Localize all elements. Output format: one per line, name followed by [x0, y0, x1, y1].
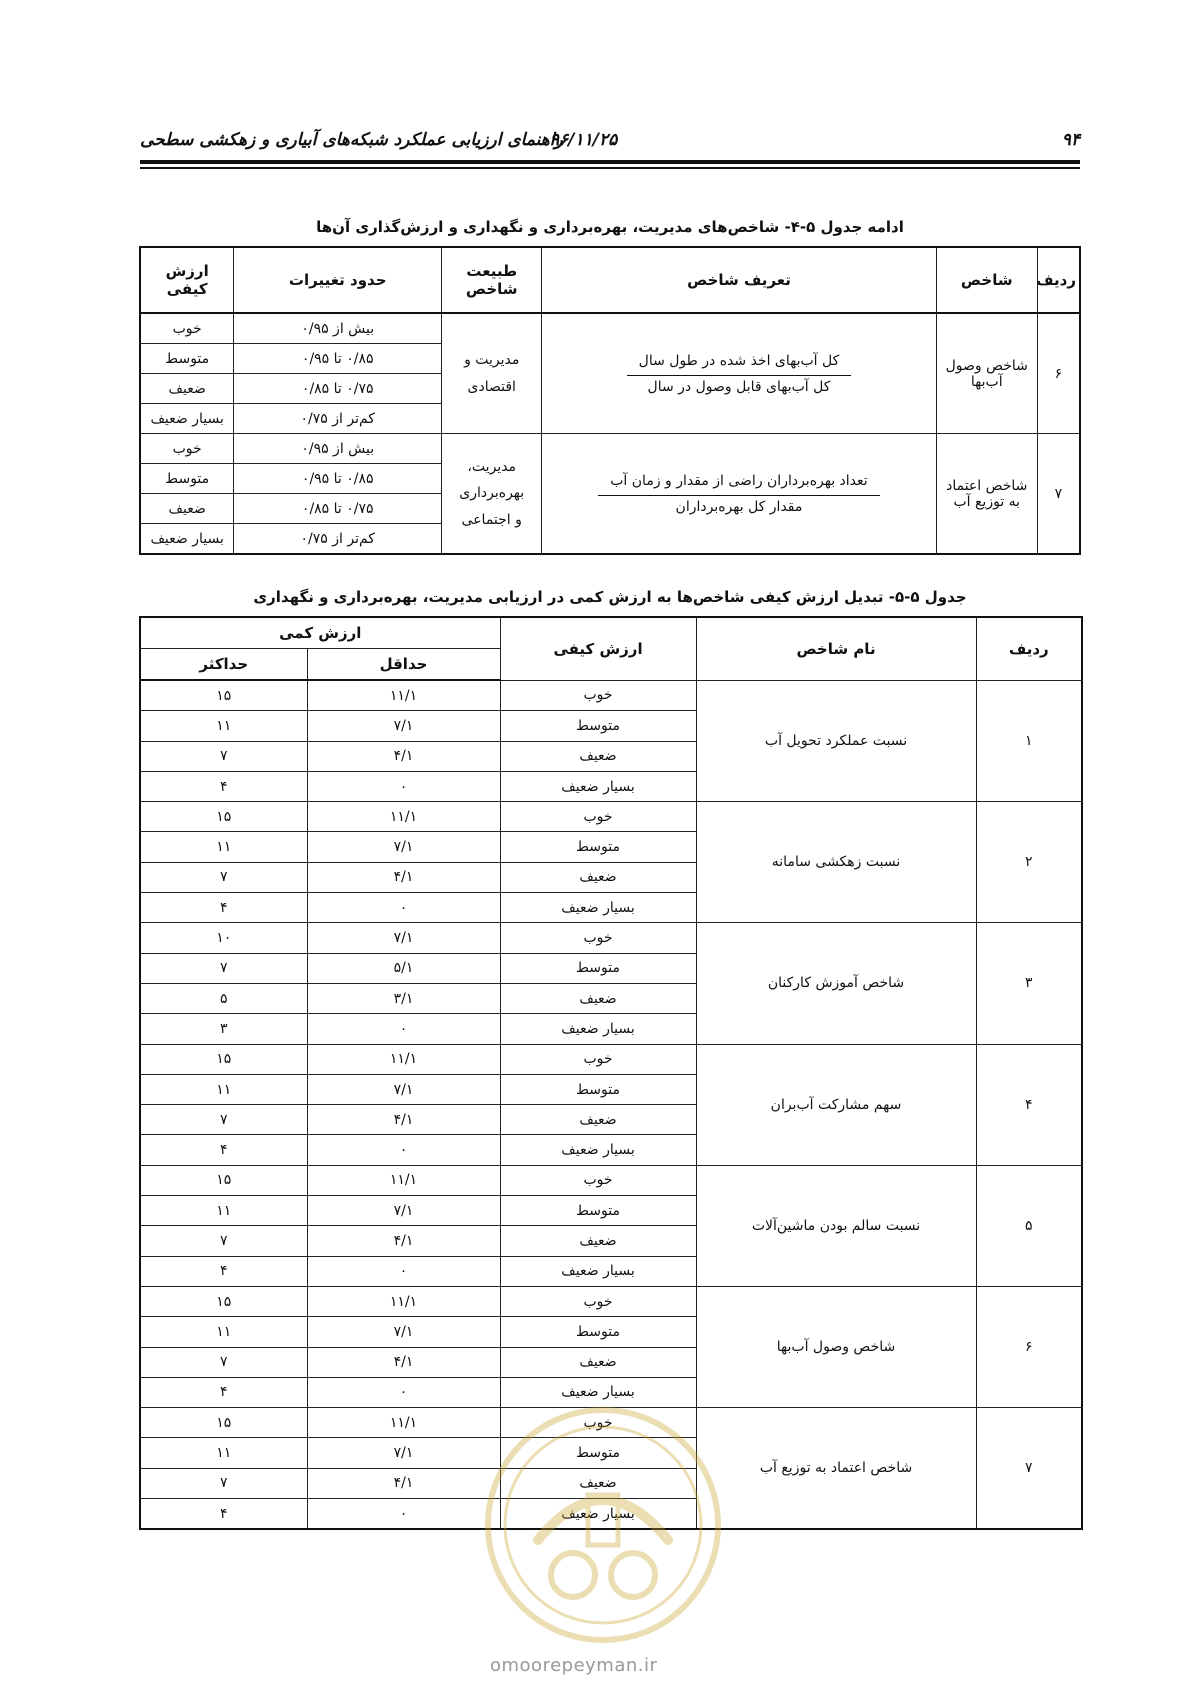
table2-min: ۴/۱	[307, 1468, 500, 1498]
table1-range: کم‌تر از ۰/۷۵	[234, 404, 442, 434]
table2-max: ۷	[140, 862, 307, 892]
table2-max: ۴	[140, 1377, 307, 1407]
fraction-denominator: مقدار کل بهره‌برداران	[675, 498, 803, 515]
table2-quality: ضعیف	[500, 1468, 696, 1498]
table2-indicator-name: شاخص وصول آب‌بها	[696, 1286, 976, 1407]
header-rule-thin	[140, 167, 1080, 169]
table2-max: ۷	[140, 953, 307, 983]
table2-header-row	[140, 617, 1082, 649]
table2-quality: بسیار ضعیف	[500, 1135, 696, 1165]
table2-min: ۴/۱	[307, 1347, 500, 1377]
fraction	[627, 353, 852, 395]
table2-quality: خوب	[500, 923, 696, 953]
watermark-site: omoorepeyman.ir	[490, 1655, 658, 1676]
fraction-numerator: تعداد بهره‌برداران راضی از مقدار و زمان آب	[598, 473, 879, 496]
table2-max: ۱۵	[140, 680, 307, 711]
table1-row	[140, 434, 1080, 464]
table2-quality: ضعیف	[500, 1226, 696, 1256]
table2-row-number: ۲	[976, 802, 1082, 923]
table1-quality: بسیار ضعیف	[140, 404, 234, 434]
header-title: راهنمای ارزیابی عملکرد شبکه‌های آبیاری و زهکشی سطحی	[140, 130, 563, 150]
table2-max: ۷	[140, 1468, 307, 1498]
header-date: ۹۶/۱۱/۲۵	[550, 130, 618, 150]
table2-header-min: حداقل	[307, 649, 500, 681]
table2-header-quantity: ارزش کمی	[140, 617, 500, 649]
table2-min: ۰	[307, 1499, 500, 1530]
table2-max: ۱۱	[140, 1074, 307, 1104]
table2-row	[140, 802, 1082, 832]
table2-max: ۴	[140, 1256, 307, 1286]
table1	[139, 246, 1081, 555]
table1-row-number: ۷	[1037, 434, 1080, 555]
table2-max: ۱۵	[140, 1165, 307, 1195]
table2-min: ۷/۱	[307, 1317, 500, 1347]
table1-quality: بسیار ضعیف	[140, 524, 234, 555]
table2-quality: خوب	[500, 1408, 696, 1438]
table2-quality: متوسط	[500, 1074, 696, 1104]
table2-max: ۴	[140, 1135, 307, 1165]
table2-row-number: ۷	[976, 1408, 1082, 1530]
table1-header-quality: ارزش کیفی	[140, 247, 234, 313]
table2-min: ۷/۱	[307, 711, 500, 741]
table2-indicator-name: نسبت عملکرد تحویل آب	[696, 680, 976, 802]
table2-min: ۷/۱	[307, 1074, 500, 1104]
table2-max: ۳	[140, 1014, 307, 1044]
table1-header-nature: طبیعت شاخص	[442, 247, 542, 313]
table2-min: ۳/۱	[307, 983, 500, 1013]
table2-max: ۷	[140, 1105, 307, 1135]
table1-nature: مدیریت، بهره‌برداری و اجتماعی	[442, 434, 542, 555]
table1-header-row	[140, 247, 1080, 313]
table2-header-max: حداکثر	[140, 649, 307, 681]
table2-quality: خوب	[500, 1165, 696, 1195]
table2-min: ۰	[307, 771, 500, 801]
table2-max: ۱۱	[140, 832, 307, 862]
table2-quality: بسیار ضعیف	[500, 1256, 696, 1286]
table2-row	[140, 680, 1082, 711]
table2-quality: ضعیف	[500, 1347, 696, 1377]
table2-indicator-name: نسبت زهکشی سامانه	[696, 802, 976, 923]
table2-indicator-name: شاخص آموزش کارکنان	[696, 923, 976, 1044]
watermark-seal-icon	[478, 1400, 728, 1650]
table2-max: ۴	[140, 893, 307, 923]
table2-max: ۷	[140, 741, 307, 771]
table1-range: ۰/۸۵ تا ۰/۹۵	[234, 464, 442, 494]
table2-row-number: ۵	[976, 1165, 1082, 1286]
table2-row	[140, 1044, 1082, 1074]
fraction	[598, 473, 879, 515]
header-rule-thick	[140, 160, 1080, 164]
table1-header-range: حدود تغییرات	[234, 247, 442, 313]
table1-nature: مدیریت و اقتصادی	[442, 313, 542, 434]
table1-range: ۰/۸۵ تا ۰/۹۵	[234, 344, 442, 374]
table2-min: ۷/۱	[307, 923, 500, 953]
table2-max: ۴	[140, 771, 307, 801]
fraction-denominator: کل آب‌بهای قابل وصول در سال	[647, 378, 831, 395]
table2-min: ۱۱/۱	[307, 1286, 500, 1316]
table1-quality: متوسط	[140, 464, 234, 494]
table2-max: ۱۱	[140, 1317, 307, 1347]
table2-quality: خوب	[500, 802, 696, 832]
table2-quality: متوسط	[500, 1196, 696, 1226]
table2-indicator-name: شاخص اعتماد به توزیع آب	[696, 1408, 976, 1530]
table2-max: ۱۵	[140, 1286, 307, 1316]
table1-definition	[542, 434, 936, 555]
table2-min: ۷/۱	[307, 832, 500, 862]
table2-header-name: نام شاخص	[696, 617, 976, 680]
table2-indicator-name: نسبت سالم بودن ماشین‌آلات	[696, 1165, 976, 1286]
page-header	[140, 128, 1080, 164]
table2-min: ۱۱/۱	[307, 680, 500, 711]
table2-header-row-no: ردیف	[976, 617, 1082, 680]
table2-min: ۱۱/۱	[307, 1044, 500, 1074]
table1-quality: ضعیف	[140, 374, 234, 404]
table1-quality: خوب	[140, 313, 234, 344]
table2-quality: خوب	[500, 1044, 696, 1074]
table2-min: ۰	[307, 1135, 500, 1165]
table1-quality: ضعیف	[140, 494, 234, 524]
table1-row	[140, 313, 1080, 344]
table2-row-number: ۱	[976, 680, 1082, 802]
table2-min: ۰	[307, 1377, 500, 1407]
table2-row-number: ۶	[976, 1286, 1082, 1407]
table2-quality: بسیار ضعیف	[500, 771, 696, 801]
table2-max: ۱۰	[140, 923, 307, 953]
table2-quality: بسیار ضعیف	[500, 1377, 696, 1407]
table1-header-row-no: ردیف	[1037, 247, 1080, 313]
fraction-numerator: کل آب‌بهای اخذ شده در طول سال	[627, 353, 852, 376]
table2-quality: ضعیف	[500, 983, 696, 1013]
page-number: ۹۴	[1061, 130, 1080, 150]
table1-quality: متوسط	[140, 344, 234, 374]
table2-min: ۱۱/۱	[307, 802, 500, 832]
table1-header-definition: تعریف شاخص	[542, 247, 936, 313]
table2-max: ۱۵	[140, 1044, 307, 1074]
table2-quality: بسیار ضعیف	[500, 1014, 696, 1044]
table1-range: کم‌تر از ۰/۷۵	[234, 524, 442, 555]
table2-quality: متوسط	[500, 711, 696, 741]
table2-quality: خوب	[500, 1286, 696, 1316]
table2-min: ۰	[307, 1014, 500, 1044]
table2-min: ۷/۱	[307, 1196, 500, 1226]
table2-row-number: ۴	[976, 1044, 1082, 1165]
table2-caption: جدول ۵-۵- تبدیل ارزش کیفی شاخص‌ها به ارزش کمی در ارزیابی مدیریت، بهره‌برداری و نگهداری	[253, 588, 967, 606]
table1-caption: ادامه جدول ۵-۴- شاخص‌های مدیریت، بهره‌برداری و نگهداری و ارزش‌گذاری آن‌ها	[316, 218, 904, 236]
table2-quality: متوسط	[500, 953, 696, 983]
table2-quality: خوب	[500, 680, 696, 711]
table2-indicator-name: سهم مشارکت آب‌بران	[696, 1044, 976, 1165]
table2-quality: متوسط	[500, 832, 696, 862]
table2-quality: ضعیف	[500, 862, 696, 892]
table2-max: ۷	[140, 1347, 307, 1377]
table2	[139, 616, 1083, 1530]
table1-header-indicator: شاخص	[936, 247, 1037, 313]
table2-quality: متوسط	[500, 1438, 696, 1468]
table2-row-number: ۳	[976, 923, 1082, 1044]
table2-max: ۴	[140, 1499, 307, 1530]
table2-max: ۱۱	[140, 1438, 307, 1468]
table2-max: ۵	[140, 983, 307, 1013]
table1-indicator: شاخص اعتماد به توزیع آب	[936, 434, 1037, 555]
table2-max: ۱۱	[140, 1196, 307, 1226]
table2-max: ۱۵	[140, 1408, 307, 1438]
table2-min: ۷/۱	[307, 1438, 500, 1468]
table2-row	[140, 923, 1082, 953]
table2-min: ۰	[307, 893, 500, 923]
table2-min: ۴/۱	[307, 1105, 500, 1135]
table2-quality: ضعیف	[500, 741, 696, 771]
table2-row	[140, 1165, 1082, 1195]
table2-min: ۰	[307, 1256, 500, 1286]
table2-max: ۷	[140, 1226, 307, 1256]
table1-range: ۰/۷۵ تا ۰/۸۵	[234, 494, 442, 524]
table2-max: ۱۵	[140, 802, 307, 832]
table2-quality: ضعیف	[500, 1105, 696, 1135]
table1-range: ۰/۷۵ تا ۰/۸۵	[234, 374, 442, 404]
table1-definition	[542, 313, 936, 434]
table2-max: ۱۱	[140, 711, 307, 741]
table2-min: ۴/۱	[307, 862, 500, 892]
table2-header-quality: ارزش کیفی	[500, 617, 696, 680]
table1-range: بیش از ۰/۹۵	[234, 313, 442, 344]
table2-min: ۱۱/۱	[307, 1165, 500, 1195]
table2-quality: بسیار ضعیف	[500, 1499, 696, 1530]
table1-indicator: شاخص وصول آب‌بها	[936, 313, 1037, 434]
table2-min: ۴/۱	[307, 1226, 500, 1256]
table2-quality: متوسط	[500, 1317, 696, 1347]
table2-min: ۱۱/۱	[307, 1408, 500, 1438]
table1-row-number: ۶	[1037, 313, 1080, 434]
table2-min: ۴/۱	[307, 741, 500, 771]
table2-min: ۵/۱	[307, 953, 500, 983]
table2-row	[140, 1286, 1082, 1316]
table1-quality: خوب	[140, 434, 234, 464]
table1-range: بیش از ۰/۹۵	[234, 434, 442, 464]
table2-quality: بسیار ضعیف	[500, 893, 696, 923]
